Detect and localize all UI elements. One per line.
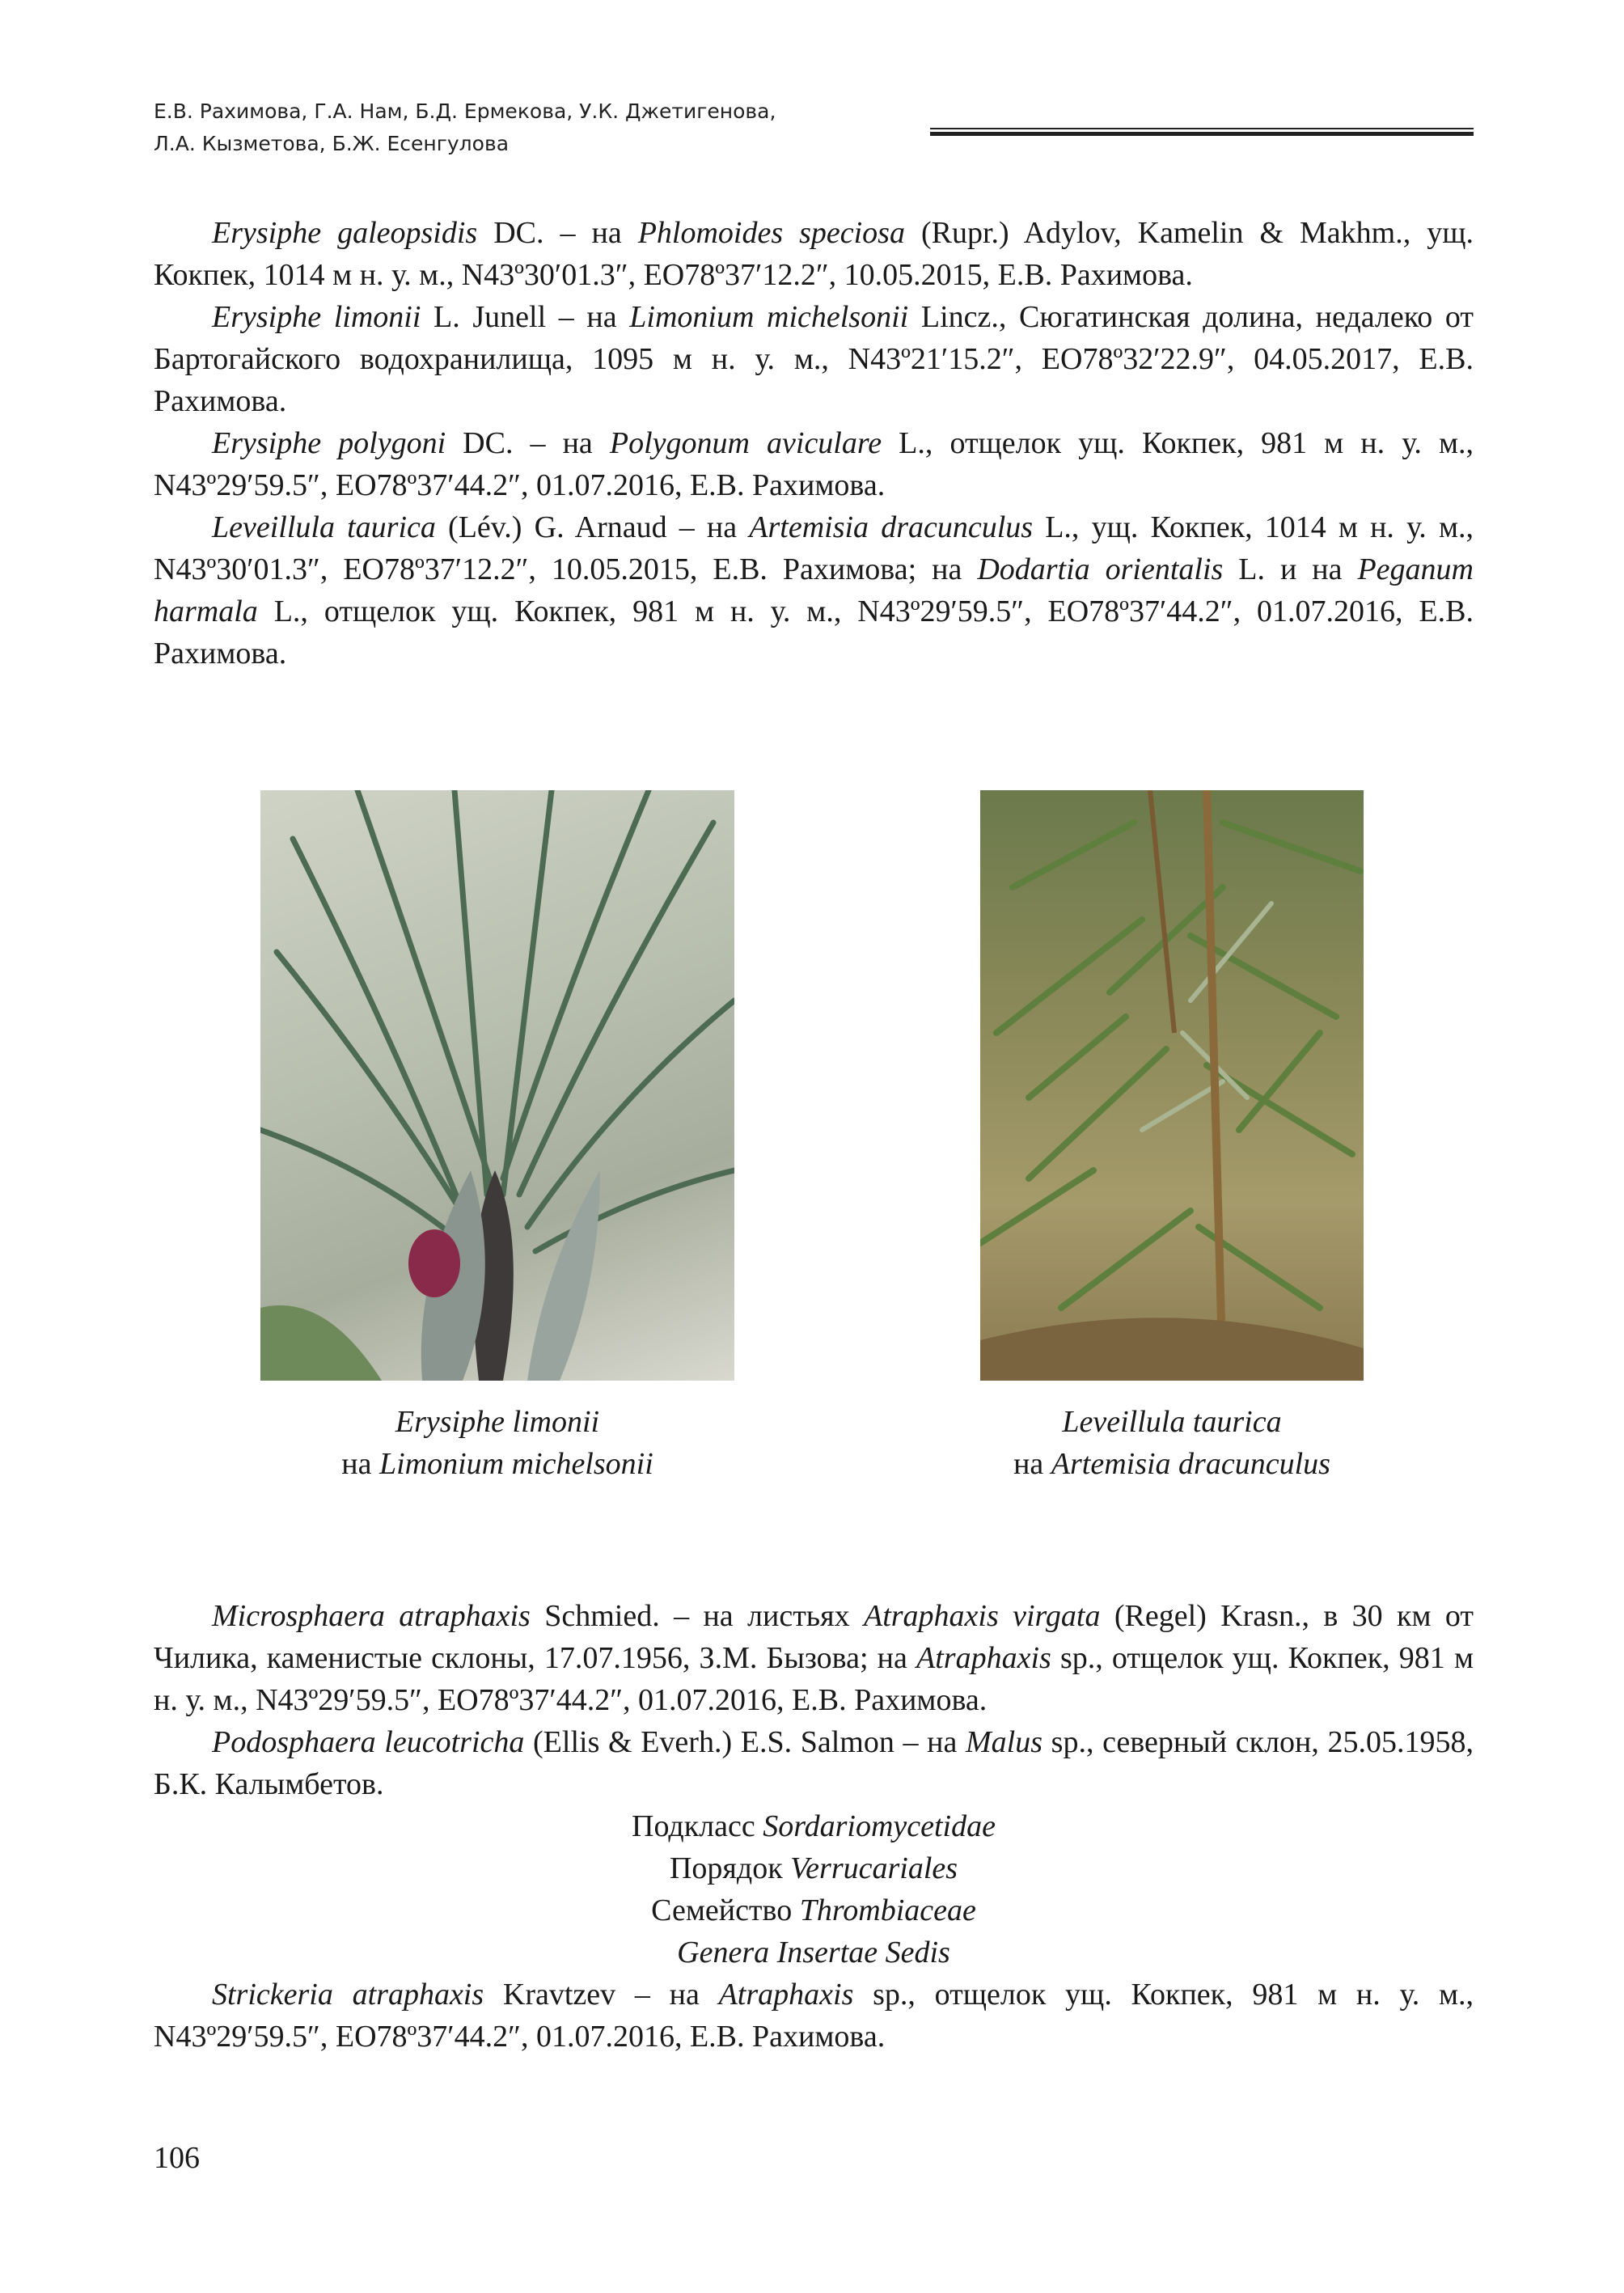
figure-caption-1: Erysiphe limonii на Limonium michelsonii xyxy=(341,1405,653,1481)
host-name: Peganum harmala xyxy=(154,552,1474,628)
text-block-top xyxy=(154,212,1474,675)
host-name: Phlomoides speciosa xyxy=(637,216,905,250)
header-authors-line2: Л.А. Кызметова, Б.Ж. Есенгулова xyxy=(154,132,510,155)
taxon-name: Erysiphe limonii xyxy=(212,300,421,334)
figure-caption-2: Leveillula taurica на Artemisia dracunculus xyxy=(1013,1405,1330,1481)
host-name: Atraphaxis xyxy=(916,1641,1051,1675)
host-name: Limonium michelsonii xyxy=(629,300,909,334)
header-authors-line1: Е.В. Рахимова, Г.А. Нам, Б.Д. Ермекова, У.К. Джетигенова, xyxy=(154,99,776,123)
taxon-name: Erysiphe galeopsidis xyxy=(212,216,478,250)
plant-illustration xyxy=(260,790,734,1381)
figure-photo-limonium xyxy=(260,790,734,1381)
taxon-name: Erysiphe limonii xyxy=(395,1405,600,1439)
plant-illustration xyxy=(980,790,1364,1381)
taxon-name: Leveillula taurica xyxy=(1062,1405,1282,1439)
taxon-name: Strickeria atraphaxis xyxy=(212,1978,484,2012)
taxon-name: Podosphaera leucotricha xyxy=(212,1725,525,1759)
page-number: 106 xyxy=(154,2141,200,2175)
host-name: Limonium michelsonii xyxy=(379,1447,653,1481)
species-entry: Podosphaera leucotricha (Ellis & Everh.) E.S. Salmon – на Malus sp., северный склон, 25.05.1958, Б.К. Калымбетов. xyxy=(154,1725,1474,1801)
host-name: Atraphaxis virgata xyxy=(863,1599,1101,1633)
text-block-bottom xyxy=(154,1595,1474,2058)
figure-photo-artemisia xyxy=(980,790,1364,1381)
host-name: Artemisia dracunculus xyxy=(749,510,1034,544)
taxon-heading-genera: Genera Insertae Sedis xyxy=(677,1936,950,1969)
species-entry: Strickeria atraphaxis Kravtzev – на Atraphaxis sp., отщелок ущ. Кокпек, 981 м н. у. м., N43º29′59.5″, EO78º37′44.2″, 01.07.2016, Е.В. Рахимова. xyxy=(154,1978,1474,2054)
taxon-heading-subclass: Подкласс Sordariomycetidae xyxy=(632,1809,996,1843)
host-name: Dodartia orientalis xyxy=(977,552,1224,586)
species-entry: Leveillula taurica (Lév.) G. Arnaud – на Artemisia dracunculus L., ущ. Кокпек, 1014 м н. у. м., N43º30′01.3″, EO78º37′12.2″, 10.05.2015, Е.В. Рахимова; на Dodartia orientalis L. и на Peganum harmala L., отщелок ущ. Кокпек, 981 м н. у. м., N43º29′59.5″, EO78º37′44.2″, 01.07.2016, Е.В. Рахимова. xyxy=(154,510,1474,671)
species-entry: Erysiphe polygoni DC. – на Polygonum aviculare L., отщелок ущ. Кокпек, 981 м н. у. м., N43º29′59.5″, EO78º37′44.2″, 01.07.2016, Е.В. Рахимова. xyxy=(154,426,1474,502)
species-entry: Erysiphe limonii L. Junell – на Limonium michelsonii Lincz., Сюгатинская долина, недалеко от Бартогайского водохранилища, 1095 м н. у. м., N43º21′15.2″, EO78º32′22.9″, 04.05.2017, Е.В. Рахимова. xyxy=(154,300,1474,418)
taxon-name: Microsphaera atraphaxis xyxy=(212,1599,531,1633)
host-name: Polygonum aviculare xyxy=(609,426,882,460)
taxon-heading-family: Семейство Thrombiaceae xyxy=(651,1893,976,1927)
host-name: Atraphaxis xyxy=(718,1978,854,2012)
taxon-name: Erysiphe polygoni xyxy=(212,426,446,460)
host-name: Artemisia dracunculus xyxy=(1051,1447,1330,1481)
taxon-name: Leveillula taurica xyxy=(212,510,436,544)
host-name: Malus xyxy=(966,1725,1043,1759)
species-entry: Erysiphe galeopsidis DC. – на Phlomoides speciosa (Rupr.) Adylov, Kamelin & Makhm., ущ. Кокпек, 1014 м н. у. м., N43º30′01.3″, EO78º37′12.2″, 10.05.2015, Е.В. Рахимова. xyxy=(154,216,1474,292)
header-rule xyxy=(930,128,1474,136)
running-header xyxy=(154,95,922,160)
species-entry: Microsphaera atraphaxis Schmied. – на листьях Atraphaxis virgata (Regel) Krasn., в 30 км от Чилика, каменистые склоны, 17.07.1956, З.М. Бызова; на Atraphaxis sp., отщелок ущ. Кокпек, 981 м н. у. м., N43º29′59.5″, EO78º37′44.2″, 01.07.2016, Е.В. Рахимова. xyxy=(154,1599,1474,1717)
taxon-heading-order: Порядок Verrucariales xyxy=(669,1851,958,1885)
